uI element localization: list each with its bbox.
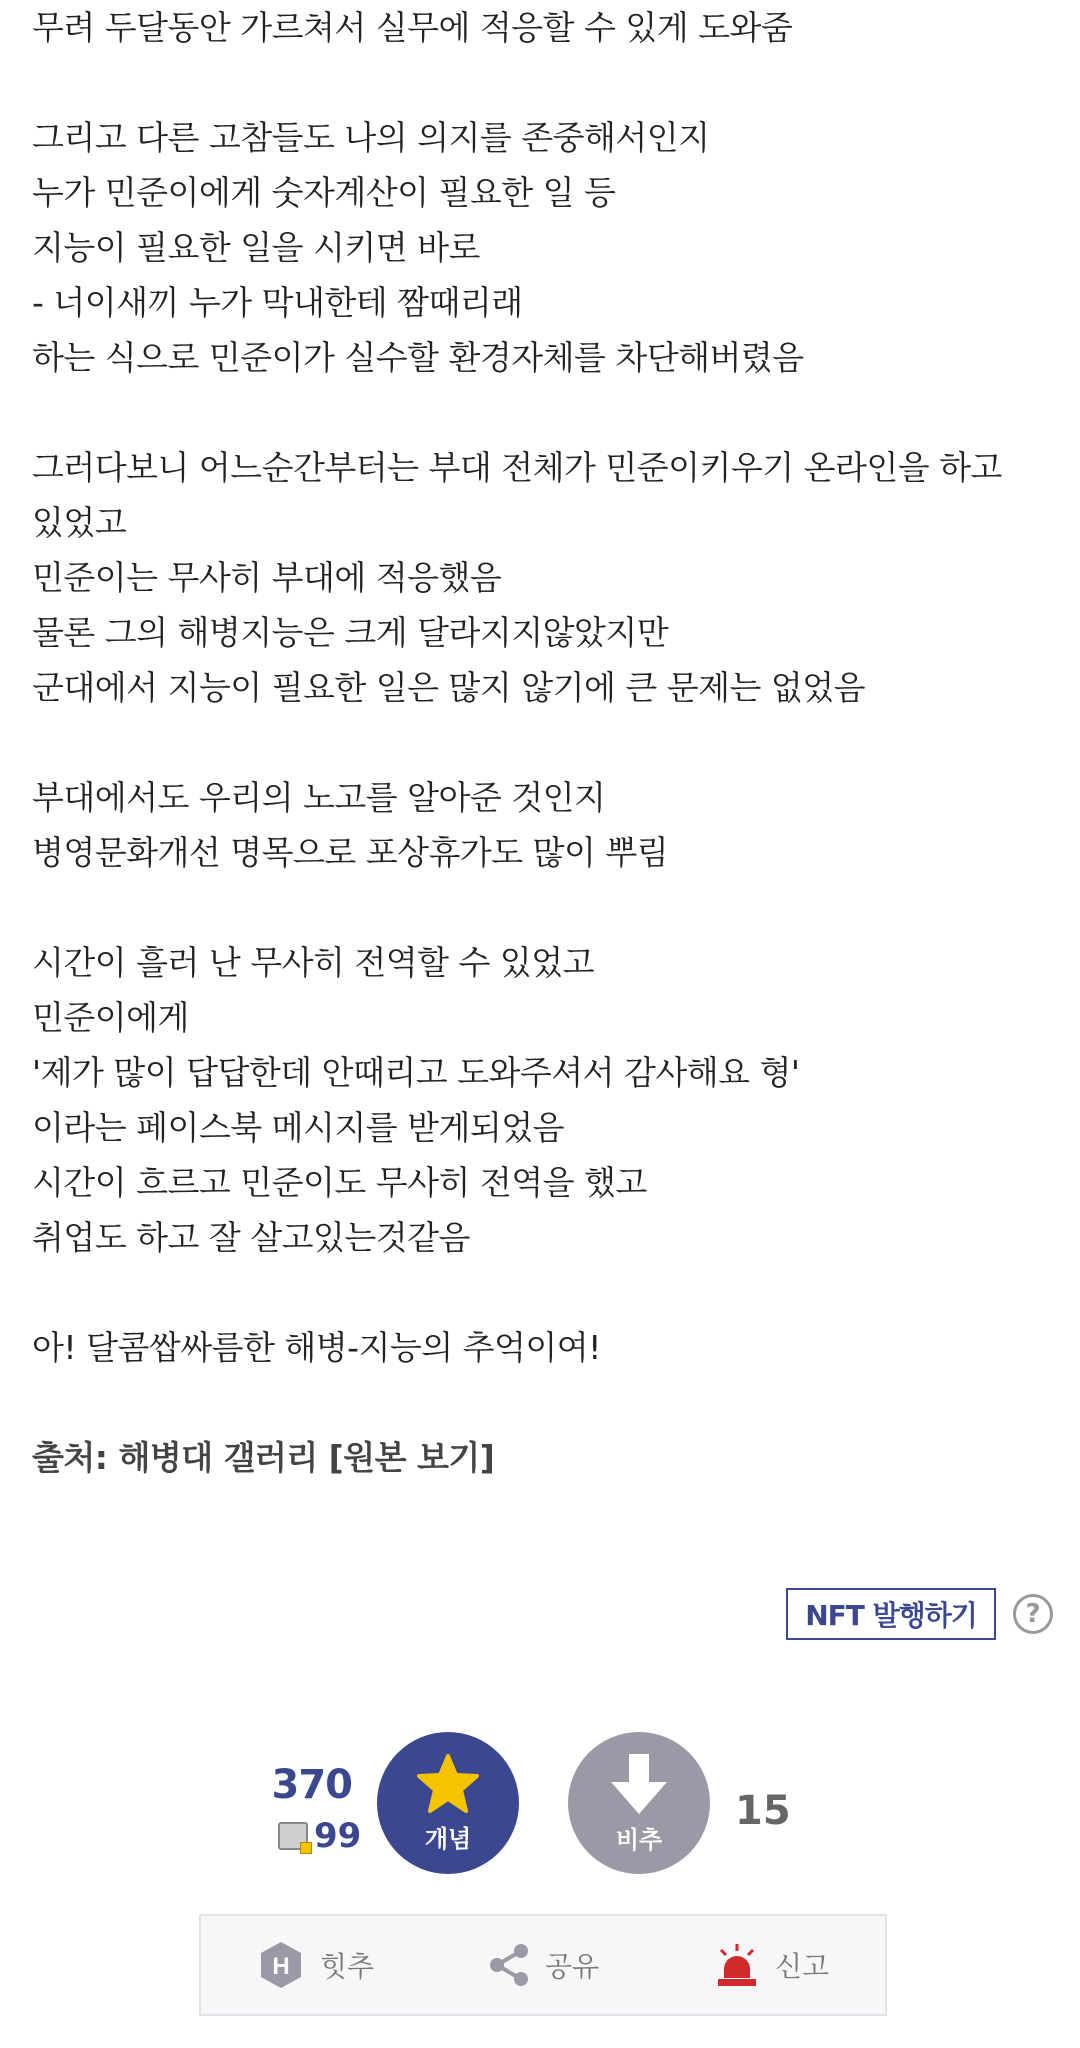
post-line: 민준이는 무사히 부대에 적응했음	[32, 558, 502, 597]
post-blank-line	[32, 880, 1052, 935]
fixed-user-icon	[278, 1822, 308, 1850]
fixed-upvote-value: 99	[314, 1816, 362, 1856]
hit-recommend-button[interactable]	[201, 1916, 429, 2014]
source-link[interactable]: 출처: 해병대 갤러리 [원본 보기]	[32, 1438, 495, 1477]
hit-icon	[256, 1940, 306, 1990]
post-line: 누가 민준이에게 숫자계산이 필요한 일 등	[32, 173, 616, 212]
post-line: 병영문화개선 명목으로 포상휴가도 많이 뿌림	[32, 833, 669, 872]
post-blank-line	[32, 385, 1052, 440]
action-bar	[199, 1914, 887, 2016]
post-line: 부대에서도 우리의 노고를 알아준 것인지	[32, 778, 606, 817]
report-label: 신고	[774, 1950, 830, 1983]
post-blank-line	[32, 1375, 1052, 1430]
post-line: 있었고	[32, 503, 127, 542]
post-body	[32, 0, 1052, 1485]
post-line: 시간이 흐르고 민준이도 무사히 전역을 했고	[32, 1163, 647, 1202]
nft-row	[0, 1588, 1080, 1644]
post-blank-line	[32, 55, 1052, 110]
post-blank-line	[32, 1265, 1052, 1320]
share-icon	[487, 1942, 531, 1988]
help-icon[interactable]: ?	[1013, 1594, 1053, 1634]
post-line: 취업도 하고 잘 살고있는것같음	[32, 1218, 470, 1257]
star-icon	[416, 1753, 480, 1815]
post-line: 아! 달콤쌉싸름한 해병-지능의 추억이여!	[32, 1328, 601, 1367]
report-button[interactable]	[657, 1916, 885, 2014]
vote-area	[0, 1732, 1080, 1882]
siren-icon	[713, 1942, 761, 1988]
post-line: 그리고 다른 고참들도 나의 의지를 존중해서인지	[32, 118, 710, 157]
hit-label: 힛추	[319, 1950, 375, 1983]
post-line: - 너이새끼 누가 막내한테 짬때리래	[32, 283, 523, 322]
down-arrow-icon	[609, 1752, 669, 1816]
svg-text:H: H	[272, 1953, 290, 1980]
post-line: '제가 많이 답답한데 안때리고 도와주셔서 감사해요 형'	[32, 1053, 800, 1092]
post-line: 시간이 흘러 난 무사히 전역할 수 있었고	[32, 943, 594, 982]
fixed-upvote-count	[278, 1816, 361, 1856]
post-line: 이라는 페이스북 메시지를 받게되었음	[32, 1108, 565, 1147]
upvote-button[interactable]	[377, 1732, 519, 1874]
upvote-count: 370	[271, 1762, 352, 1808]
downvote-label: 비추	[615, 1825, 663, 1854]
downvote-button[interactable]	[568, 1732, 710, 1874]
post-line: 무려 두달동안 가르쳐서 실무에 적응할 수 있게 도와줌	[32, 8, 793, 47]
share-label: 공유	[544, 1950, 600, 1983]
post-line: 하는 식으로 민준이가 실수할 환경자체를 차단해버렸음	[32, 338, 804, 377]
post-blank-line	[32, 715, 1052, 770]
post-line: 민준이에게	[32, 998, 189, 1037]
post-line: 물론 그의 해병지능은 크게 달라지지않았지만	[32, 613, 669, 652]
share-button[interactable]	[429, 1916, 657, 2014]
downvote-count: 15	[735, 1788, 791, 1834]
nft-issue-button[interactable]: NFT 발행하기	[786, 1588, 996, 1640]
post-line: 군대에서 지능이 필요한 일은 많지 않기에 큰 문제는 없었음	[32, 668, 865, 707]
upvote-label: 개념	[424, 1824, 472, 1853]
post-line: 그러다보니 어느순간부터는 부대 전체가 민준이키우기 온라인을 하고	[32, 448, 1002, 487]
post-line: 지능이 필요한 일을 시키면 바로	[32, 228, 480, 267]
